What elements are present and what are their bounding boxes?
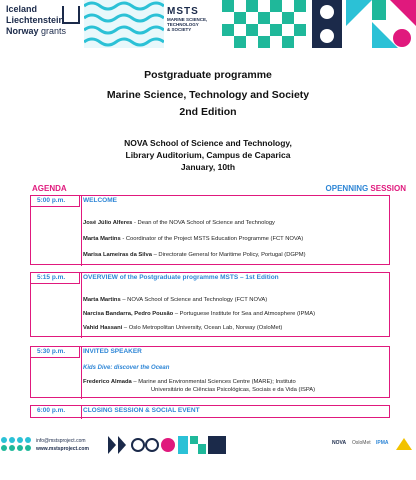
column-divider [81,406,82,419]
agenda-label: AGENDA [32,184,67,193]
section-time: 5:15 p.m. [37,274,66,281]
speaker-role: – Portuguese Institute for Sea and Atmosphere (IPMA) [173,311,315,317]
opening-session-label [326,184,406,193]
speaker-role: – Directorate General for Maritime Policy, Portugal (DGPM) [151,252,306,258]
edition: 2nd Edition [179,106,237,118]
programme-subtitle: Marine Science, Technology and Society [106,89,310,101]
speaker-role: Universitário de Ciências Psicológicas, Sociais e da Vida (ISPA) [151,387,316,393]
section-time: 5:00 p.m. [37,197,66,204]
footer-pattern-middle [108,436,228,454]
eea-line-1: Iceland [6,4,38,14]
eea-grants: grants [41,26,67,36]
speaker-role: - Dean of the NOVA School of Science and Technology [132,220,275,226]
opening-part-2: SESSION [370,184,406,193]
agenda-section-invited-speaker [30,346,390,398]
list-item [151,387,315,393]
venue-date: January, 10th [180,162,236,172]
venue-line-1: NOVA School of Science and Technology, [124,138,292,148]
footer-pattern-left [0,436,34,452]
footer [0,432,416,480]
section-time: 5:30 p.m. [37,348,66,355]
column-divider [81,347,82,399]
speaker-name: José Júlio Alferes [83,220,133,226]
speaker-role: – Marine and Environmental Sciences Centre (MARE); Instituto [131,379,296,385]
eea-norway: Norway [6,26,39,36]
list-item [83,297,267,303]
venue-line-2: Library Auditorium, Campus de Caparica [125,150,291,160]
agenda-section-welcome [30,195,390,265]
speaker-name: Marta Martins [83,236,121,242]
eea-line-2: Liechtenstein [6,15,65,25]
section-heading: WELCOME [83,197,117,204]
partner-oslomet: OsloMet [352,440,371,446]
column-divider [81,196,82,266]
section-heading: OVERVIEW of the Postgraduate programme MSTS – 1st Edition [83,274,279,281]
list-item [83,379,296,385]
eea-grants-logo [6,4,78,46]
eea-mark-icon [62,6,80,24]
list-item [83,311,315,317]
speaker-name: Frederico Almada [83,379,132,385]
agenda-section-closing [30,405,390,418]
msts-mark: MSTS [167,6,199,17]
msts-logo [167,6,219,46]
speaker-name: Marta Martins [83,297,121,303]
list-item [83,252,306,258]
footer-corner-shape [396,438,412,450]
section-heading: INVITED SPEAKER [83,348,142,355]
list-item [83,220,275,226]
speaker-role: – NOVA School of Science and Technology (FCT NOVA) [120,297,268,303]
speaker-name: Narcisa Bandarra, Pedro Pousão [83,311,174,317]
partner-ipma: IPMA [376,440,389,446]
msts-sub-2: TECHNOLOGY [167,22,199,27]
agenda-section-overview [30,272,390,337]
speaker-name: Vahid Hassani [83,325,123,331]
eea-line-3 [6,26,78,37]
section-time: 6:00 p.m. [37,407,66,414]
list-item [83,236,303,242]
contact-email[interactable]: info@mstsproject.com [36,438,86,444]
section-heading: CLOSING SESSION & SOCIAL EVENT [83,407,200,414]
speaker-name: Marisa Lameiras da Silva [83,252,152,258]
column-divider [81,273,82,338]
header-pattern-right [222,0,416,48]
msts-sub-1: MARINE SCIENCE, [167,17,208,22]
partner-nova: NOVA [332,440,347,446]
programme-title: Postgraduate programme [144,69,272,81]
speaker-role: - Coordinator of the Project MSTS Education Programme (FCT NOVA) [120,236,304,242]
speaker-role: – Oslo Metropolitan University, Ocean Lab, Norway (OsloMet) [122,325,283,331]
opening-part-1: OPENNING [325,184,369,193]
list-item [83,325,282,331]
header-pattern-left [84,0,164,48]
website-link[interactable]: www.mstsproject.com [36,446,89,452]
msts-sub-3: & SOCIETY [167,27,192,32]
talk-title: Kids Dive: discover the Ocean [83,365,170,371]
header [0,0,416,52]
